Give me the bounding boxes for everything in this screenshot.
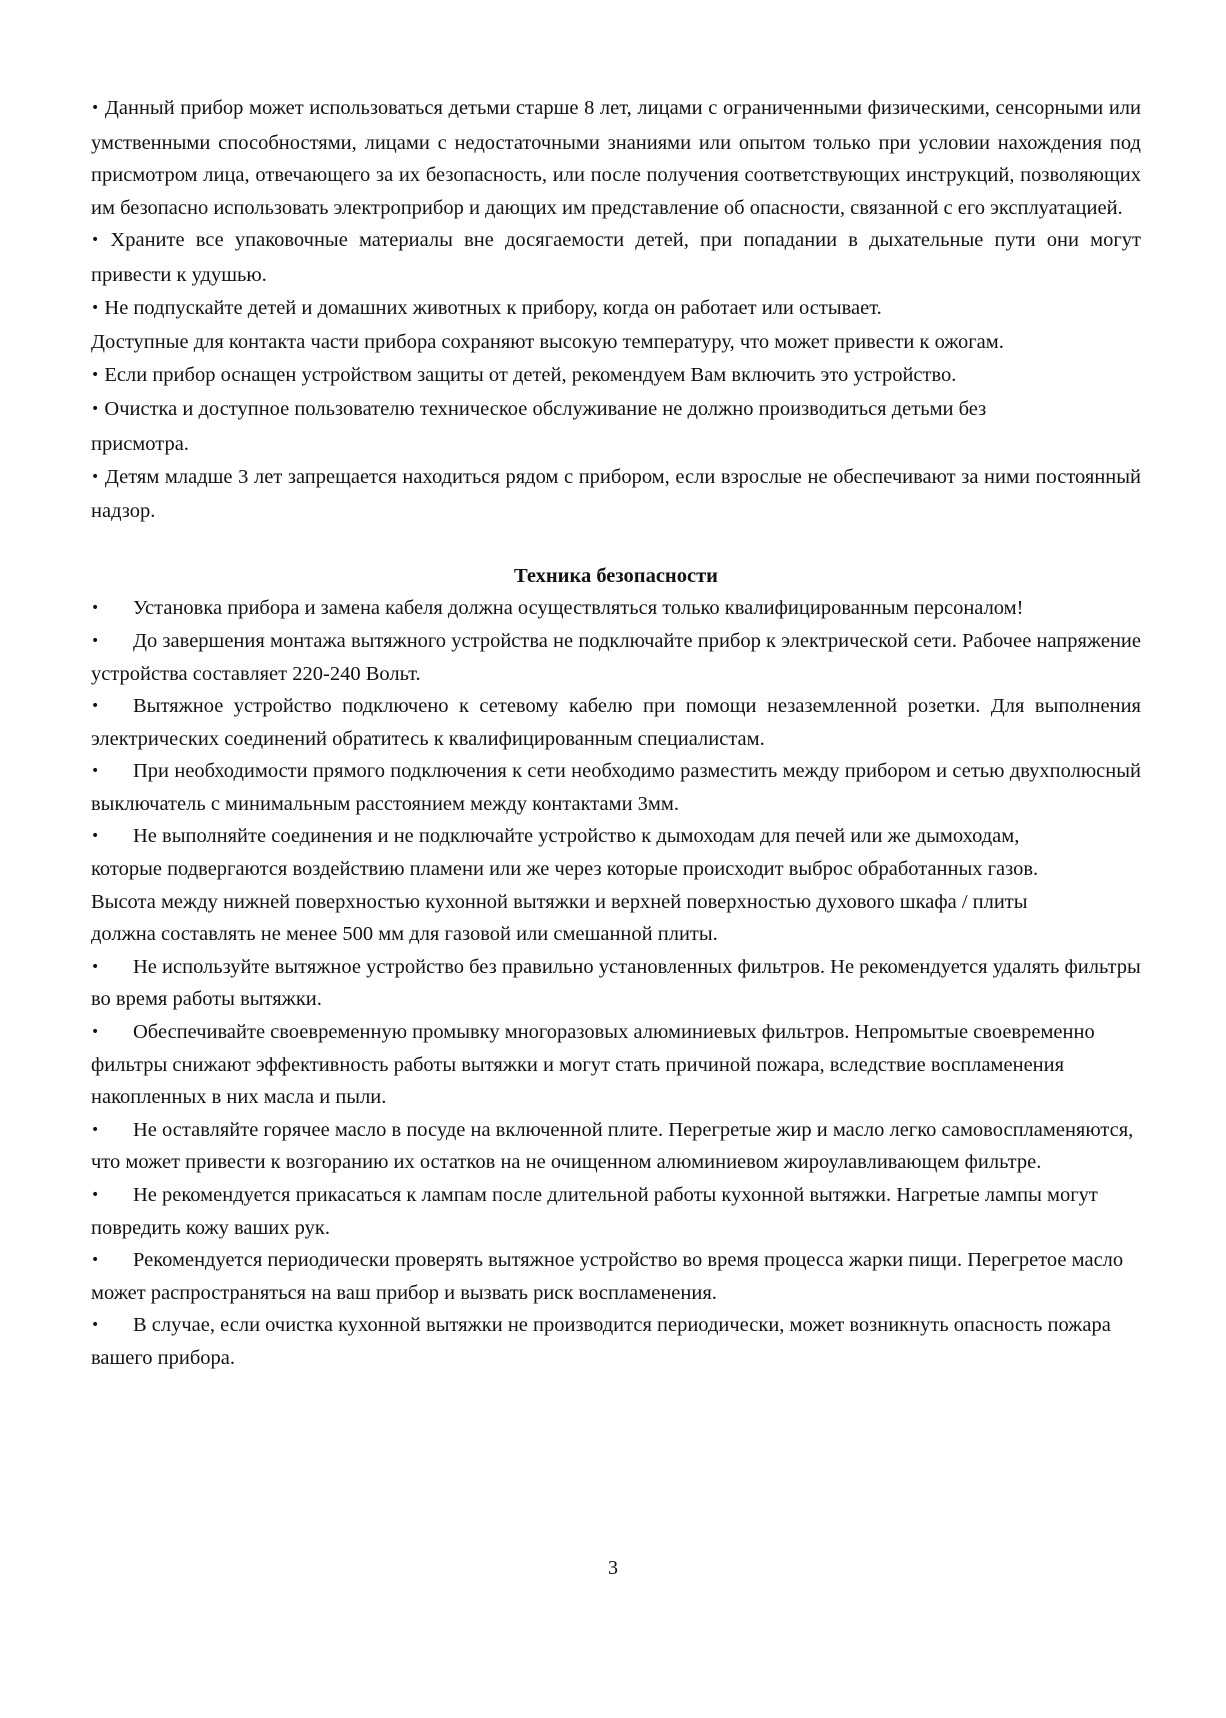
bullet-marker: • [91,468,100,485]
intro-item-text: Если прибор оснащен устройством защиты от детей, рекомендуем Вам включить это устройство. [104,363,957,386]
bullet-marker: • [91,100,100,116]
safety-item-text: Установка прибора и замена кабеля должна осуществляться только квалифицированным персоналом! [133,597,1024,620]
safety-item [91,1114,1141,1179]
intro-item-text: Детям младше 3 лет запрещается находиться рядом с прибором, если взрослые не обеспечивают за ними постоянный надзор. [91,465,1142,523]
intro-item-text: Не подпускайте детей и домашних животных к прибору, когда он работает или остывает. [104,296,882,319]
safety-item-text: Вытяжное устройство подключено к сетевому кабелю при помощи незаземленной розетки. Для выполнения электрических соединений обратитесь к квалифицированным специалистам. [91,695,1141,750]
safety-item [91,1179,1141,1244]
bullet-marker: • [91,232,100,249]
safety-item-text: Не рекомендуется прикасаться к лампам после длительной работы кухонной вытяжки. Нагретые лампы могут повредить кожу ваших рук. [91,1184,1098,1239]
intro-item-text: Очистка и доступное пользователю техническое обслуживание не должно производиться детьми без присмотра. [91,398,987,455]
safety-item-text: До завершения монтажа вытяжного устройства не подключайте прибор к электрической сети. Рабочее напряжение устройства составляет 220-240 Вольт. [91,629,1141,685]
intro-item [91,393,1141,460]
intro-item-text: Храните все упаковочные материалы вне досягаемости детей, при попадании в дыхательные пути они могут привести к удушью. [91,229,1141,286]
bullet-marker: • [91,401,100,418]
bullet-marker: • [91,1317,100,1334]
safety-item-text: Обеспечивайте своевременную промывку многоразовых алюминиевых фильтров. Непромытые своевременно фильтры снижают эффективность работы вытяжки и могут стать причиной пожара, вследствие воспламенения накопленных в них масла и пыли. [91,1021,1095,1109]
safety-item-text: Не выполняйте соединения и не подключайте устройство к дымоходам для печей или же дымоходам, которые подвергаются воздействию пламени или же через которые происходит выброс обработанных газов. Высота между нижней поверхностью кухонной вытяжки и верхней поверхностью духового шкафа / плиты должна составлять не менее 500 мм для газовой или смешанной плиты. [91,825,1039,946]
intro-item [91,224,1141,291]
bullet-marker: • [91,632,100,649]
bullet-marker: • [91,1024,100,1041]
intro-item [91,292,1141,327]
safety-item [91,1244,1141,1309]
bullet-marker: • [91,299,100,316]
safety-item [91,755,1141,820]
intro-item-text: Данный прибор может использоваться детьми старше 8 лет, лицами с ограниченными физическими, сенсорными или умственными способностями, лицами с недостаточными знаниями или опытом только при условии нахождения под присмотром лица, отвечающего за их безопасность, или после получения соответствующих инструкций, позволяющих им безопасно использовать электроприбор и дающих им представление об опасности, связанной с его эксплуатацией. [91,97,1142,219]
bullet-marker: • [91,1252,100,1269]
bullet-marker: • [91,958,100,975]
safety-item [91,625,1141,690]
safety-item [91,1016,1141,1114]
safety-item-text: Не оставляйте горячее масло в посуде на включенной плите. Перегретые жир и масло легко самовоспламеняются, что может привести к возгоранию их остатков на не очищенном алюминиевом жироулавливающем фильтре. [91,1118,1134,1174]
bullet-marker: • [91,828,100,845]
safety-item-text: Рекомендуется периодически проверять вытяжное устройство во время процесса жарки пищи. Перегретое масло может распространяться на ваш прибор и вызвать риск воспламенения. [91,1249,1124,1304]
safety-item [91,951,1141,1016]
safety-item [91,690,1141,755]
page-content [91,92,1141,1375]
intro-continuation: Доступные для контакта части прибора сохраняют высокую температуру, что может привести к ожогам. [91,331,1004,354]
bullet-marker: • [91,1187,100,1203]
bullet-marker: • [91,698,100,715]
intro-item [91,92,1141,224]
page-number: 3 [608,1557,618,1579]
bullet-marker: • [91,1121,100,1138]
safety-item [91,1309,1141,1374]
section-title: Техника безопасности [514,564,718,587]
intro-item [91,461,1141,528]
safety-item-text: При необходимости прямого подключения к сети необходимо разместить между прибором и сетью двухполюсный выключатель с минимальным расстоянием между контактами 3мм. [91,760,1141,815]
safety-item [91,820,1141,950]
intro-item [91,359,1141,394]
bullet-marker: • [91,366,100,383]
safety-item [91,592,1141,625]
safety-item-text: В случае, если очистка кухонной вытяжки не производится периодически, может возникнуть опасность пожара вашего прибора. [91,1314,1111,1369]
bullet-marker: • [91,600,100,617]
bullet-marker: • [91,763,100,780]
safety-item-text: Не используйте вытяжное устройство без правильно установленных фильтров. Не рекомендуется удалять фильтры во время работы вытяжки. [91,955,1141,1011]
